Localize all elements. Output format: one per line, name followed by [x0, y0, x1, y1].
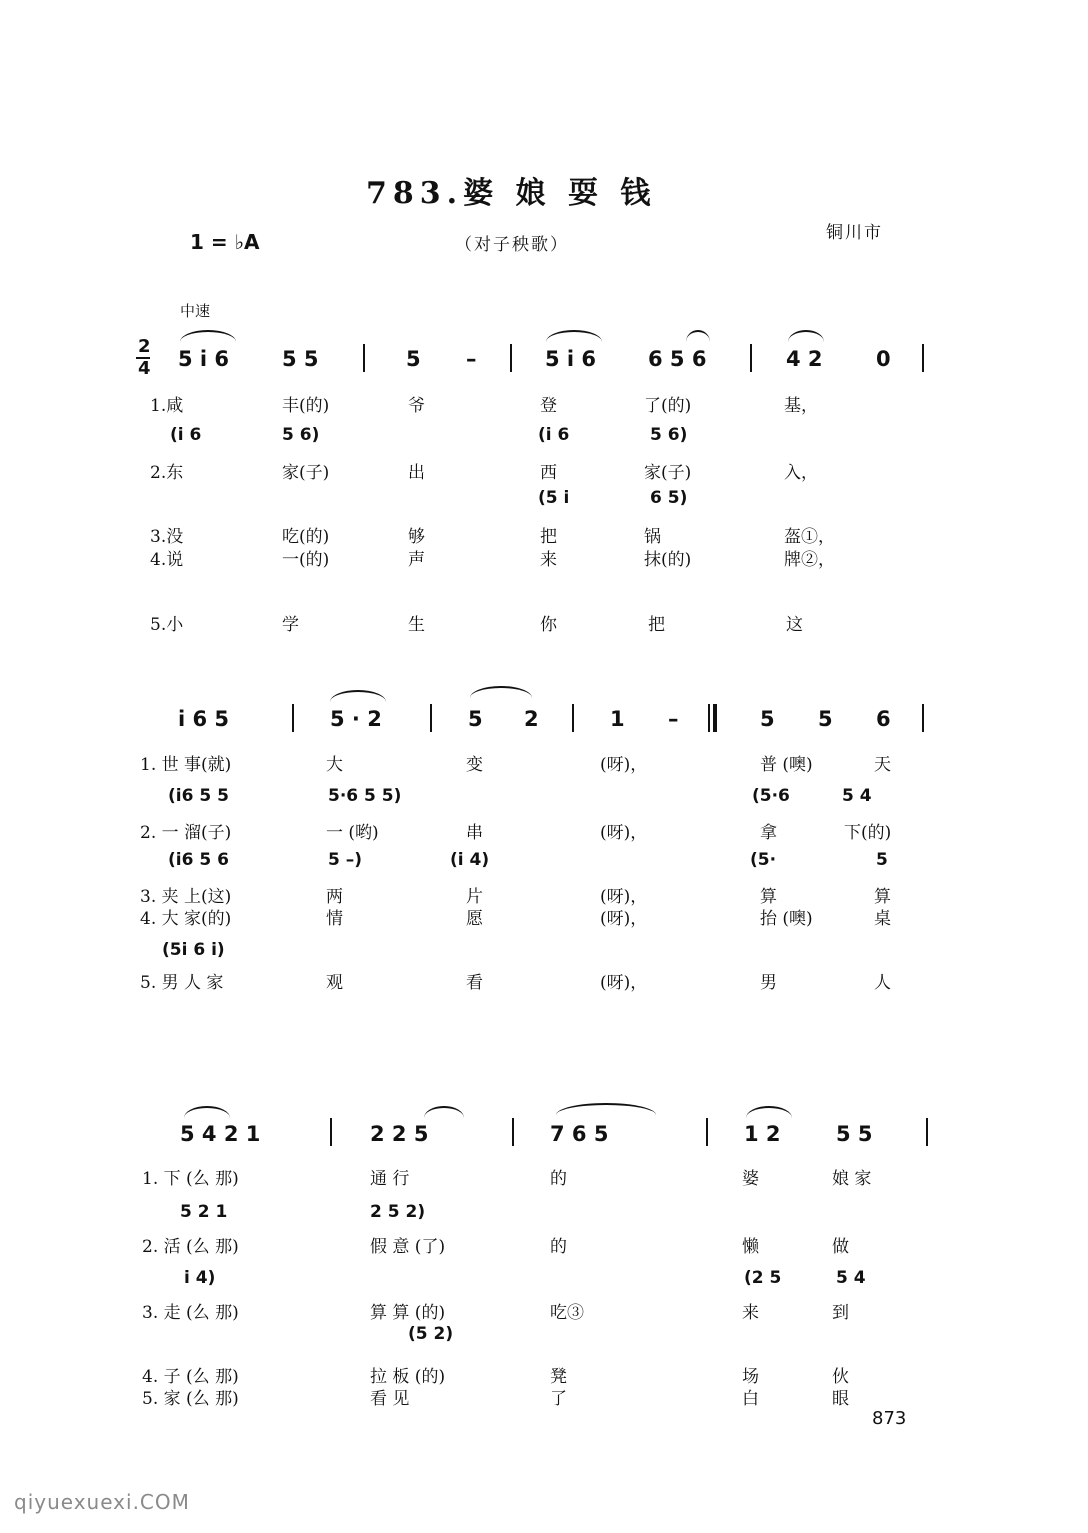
lyric: 桌: [874, 909, 891, 929]
watermark: qiyuexuexi.COM: [14, 1490, 190, 1514]
lyric: 2. 活 (么 那): [142, 1237, 239, 1257]
barline: [926, 1118, 928, 1146]
notes-m2b: –: [466, 347, 477, 371]
barline: [512, 1118, 514, 1146]
notes-m7a: 5: [468, 707, 483, 731]
slur: [686, 330, 710, 342]
slur: [330, 690, 386, 702]
slur: [470, 686, 532, 698]
slur: [424, 1106, 464, 1118]
lyric: 到: [832, 1303, 849, 1323]
lyric: 这: [786, 615, 803, 635]
lyric: 5. 男 人 家: [140, 973, 224, 993]
repeat-barline: [708, 704, 710, 732]
lyric: 伙: [832, 1367, 849, 1387]
barline: [572, 704, 574, 732]
lyric: (呀)，: [600, 887, 648, 907]
variant-notes: (5·: [750, 850, 777, 870]
lyric: 拿: [760, 823, 777, 843]
variant-notes: 5 2 1: [180, 1202, 228, 1222]
slur: [546, 330, 602, 342]
lyric: 婆: [742, 1169, 759, 1189]
key-signature: 1 = ♭A: [190, 230, 260, 254]
lyric: (呀)，: [600, 755, 648, 775]
variant-notes: i 4): [184, 1268, 216, 1288]
lyric: (呀)，: [600, 823, 648, 843]
notes-m5: i 6 5: [178, 707, 230, 731]
lyric: 天: [874, 755, 891, 775]
variant-notes: 5·6 5 5): [328, 786, 402, 806]
notes-m9c: 6: [876, 707, 891, 731]
lyric: 情: [326, 909, 343, 929]
variant-notes: (i 4): [450, 850, 490, 870]
lyric: 的: [550, 1237, 567, 1257]
lyric: 眼: [832, 1389, 849, 1409]
lyric: 娘 家: [832, 1169, 872, 1189]
barline: [430, 704, 432, 732]
lyric: 看: [466, 973, 483, 993]
lyric: 假 意 (了): [370, 1237, 446, 1257]
lyric: 下(的): [844, 823, 892, 843]
notes-m2a: 5: [406, 347, 421, 371]
variant-notes: (i6 5 6: [168, 850, 229, 870]
notes-m12: 7 6 5: [550, 1122, 609, 1146]
lyric: 吃(的): [282, 527, 330, 547]
lyric: 男: [760, 973, 777, 993]
notes-m9a: 5: [760, 707, 775, 731]
lyric: 场: [742, 1367, 759, 1387]
lyric: 变: [466, 755, 483, 775]
lyric: 白: [742, 1389, 759, 1409]
lyric: 你: [540, 615, 557, 635]
variant-notes: (5 2): [408, 1324, 454, 1344]
time-sig-top: 2: [138, 336, 151, 357]
barline: [750, 344, 752, 372]
variant-notes: (5i 6 i): [162, 940, 225, 960]
barline: [510, 344, 512, 372]
lyric: 盔①，: [784, 527, 835, 547]
slur: [746, 1106, 792, 1118]
lyric: 3.没: [150, 527, 184, 547]
lyric: 西: [540, 463, 557, 483]
lyric: 做: [832, 1237, 849, 1257]
barline: [292, 704, 294, 732]
lyric: 把: [648, 615, 665, 635]
lyric: 算: [760, 887, 777, 907]
lyric: 2.东: [150, 463, 184, 483]
lyric: 观: [326, 973, 343, 993]
notes-m8a: 1: [610, 707, 625, 731]
lyric: 算 算 (的): [370, 1303, 446, 1323]
notes-m11: 2 2 5: [370, 1122, 429, 1146]
lyric: 爷: [408, 396, 425, 416]
lyric: 懒: [742, 1237, 759, 1257]
variant-notes: (i 6: [538, 425, 570, 445]
lyric: 4. 大 家(的): [140, 909, 232, 929]
time-sig-bottom: 4: [138, 358, 151, 379]
variant-notes: (5·6: [752, 786, 790, 806]
variant-notes: (2 5: [744, 1268, 782, 1288]
song-title: 783.婆 娘 耍 钱: [366, 176, 657, 211]
location: 铜川市: [826, 223, 883, 243]
lyric: 算: [874, 887, 891, 907]
lyric: 人: [874, 973, 891, 993]
lyric: (呀)，: [600, 909, 648, 929]
lyric: 家(子): [644, 463, 692, 483]
page-number: 873: [872, 1408, 907, 1429]
variant-notes: 5 6): [282, 425, 320, 445]
lyric: 拉 板 (的): [370, 1367, 446, 1387]
slur: [184, 1106, 230, 1118]
lyric: 通 行: [370, 1169, 410, 1189]
notes-m4b: 0: [876, 347, 891, 371]
tempo-marking: 中速: [180, 302, 211, 320]
repeat-barline-thick: [713, 704, 717, 732]
lyric: 抬 (噢): [760, 909, 813, 929]
notes-m8b: –: [668, 707, 679, 731]
lyric: 登: [540, 396, 557, 416]
lyric: 出: [408, 463, 425, 483]
lyric: 串: [466, 823, 483, 843]
lyric: 学: [282, 615, 299, 635]
lyric: 抹(的): [644, 550, 692, 570]
lyric: 1. 世 事(就): [140, 755, 232, 775]
variant-notes: 2 5 2): [370, 1202, 426, 1222]
lyric: 生: [408, 615, 425, 635]
lyric: 4.说: [150, 550, 184, 570]
lyric: 看 见: [370, 1389, 410, 1409]
barline: [363, 344, 365, 372]
variant-notes: 5: [876, 850, 888, 870]
subtitle: （对子秧歌）: [455, 235, 569, 255]
variant-notes: 5 6): [650, 425, 688, 445]
notes-m1b: 5 5: [282, 347, 319, 371]
variant-notes: (i 6: [170, 425, 202, 445]
notes-m10: 5 4 2 1: [180, 1122, 261, 1146]
slur: [180, 330, 236, 342]
lyric: 的: [550, 1169, 567, 1189]
lyric: 来: [742, 1303, 759, 1323]
lyric: 把: [540, 527, 557, 547]
barline: [330, 1118, 332, 1146]
lyric: 5. 家 (么 那): [142, 1389, 239, 1409]
variant-notes: (i6 5 5: [168, 786, 229, 806]
lyric: 凳: [550, 1367, 567, 1387]
lyric: (呀)，: [600, 973, 648, 993]
lyric: 两: [326, 887, 343, 907]
lyric: 普 (噢): [760, 755, 813, 775]
lyric: 声: [408, 550, 425, 570]
lyric: 锅: [644, 527, 661, 547]
barline: [706, 1118, 708, 1146]
slur: [788, 330, 824, 342]
lyric: 片: [466, 887, 483, 907]
variant-notes: 5 –): [328, 850, 363, 870]
notes-m1a: 5 i 6: [178, 347, 230, 371]
barline: [922, 344, 924, 372]
lyric: 1. 下 (么 那): [142, 1169, 239, 1189]
lyric: 一 (哟): [326, 823, 379, 843]
barline: [922, 704, 924, 732]
lyric: 牌②，: [784, 550, 835, 570]
lyric: 吃③: [550, 1303, 584, 1323]
notes-m13b: 5 5: [836, 1122, 873, 1146]
variant-notes: 5 4: [836, 1268, 866, 1288]
lyric: 基，: [784, 396, 818, 416]
slur: [556, 1103, 656, 1115]
notes-m3a: 5 i 6: [545, 347, 597, 371]
lyric: 一(的): [282, 550, 330, 570]
lyric: 3. 夹 上(这): [140, 887, 232, 907]
variant-notes: 5 4: [842, 786, 872, 806]
lyric: 大: [326, 755, 343, 775]
lyric: 愿: [466, 909, 483, 929]
lyric: 家(子): [282, 463, 330, 483]
lyric: 2. 一 溜(子): [140, 823, 232, 843]
lyric: 5.小: [150, 615, 184, 635]
lyric: 入，: [784, 463, 818, 483]
lyric: 4. 子 (么 那): [142, 1367, 239, 1387]
notes-m4a: 4 2: [786, 347, 823, 371]
lyric: 了: [550, 1389, 567, 1409]
lyric: 够: [408, 527, 425, 547]
notes-m9b: 5: [818, 707, 833, 731]
variant-notes: 6 5): [650, 488, 688, 508]
notes-m7b: 2: [524, 707, 539, 731]
notes-m6: 5 · 2: [330, 707, 382, 731]
lyric: 丰(的): [282, 396, 330, 416]
notes-m3b: 6 5 6: [648, 347, 707, 371]
lyric: 1.咸: [150, 396, 184, 416]
lyric: 3. 走 (么 那): [142, 1303, 239, 1323]
variant-notes: (5 i: [538, 488, 570, 508]
lyric: 来: [540, 550, 557, 570]
notes-m13a: 1 2: [744, 1122, 781, 1146]
lyric: 了(的): [644, 396, 692, 416]
